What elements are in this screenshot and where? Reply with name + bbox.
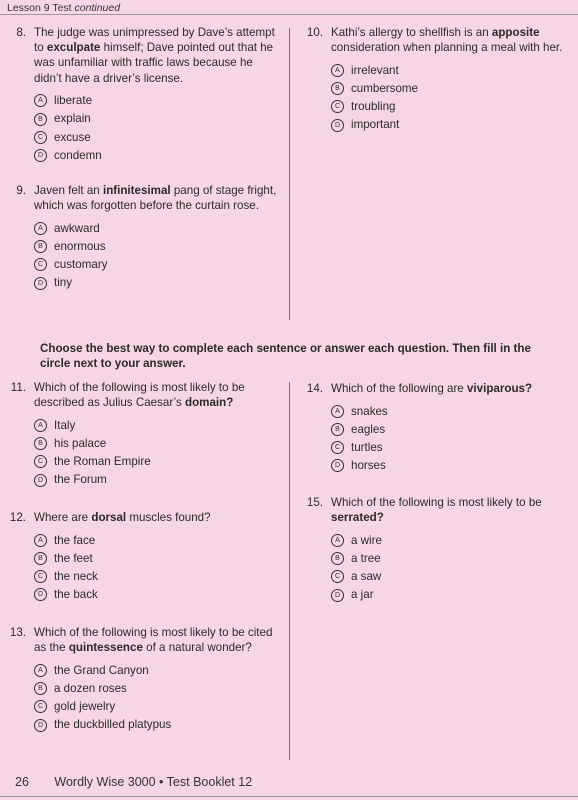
answer-bubble-icon[interactable]: B [34, 113, 47, 126]
answer-bubble-icon[interactable]: C [331, 441, 344, 454]
answer-option-d[interactable]: D the Forum [34, 471, 280, 489]
answer-bubble-icon[interactable]: A [34, 419, 47, 432]
question-stem: Which of the following is most likely to be serrated? [331, 496, 542, 525]
header-continued: continued [74, 2, 121, 14]
vocab-word: serrated? [331, 511, 384, 525]
page-footer [15, 775, 252, 789]
answer-bubble-icon[interactable]: A [34, 94, 47, 107]
question-8 [4, 25, 280, 165]
answer-option-b[interactable]: B a tree [331, 550, 571, 568]
answer-option-d[interactable]: D a jar [331, 586, 571, 604]
booklet-title: Wordly Wise 3000 • Test Booklet 12 [54, 775, 253, 789]
answer-bubble-icon[interactable]: D [34, 719, 47, 732]
answer-bubble-icon[interactable]: D [34, 149, 47, 162]
column-divider-top [289, 28, 290, 320]
vocab-word: quintessence [68, 641, 143, 655]
question-stem: Which of the following is most likely to be described as Julius Caesar’s domain? [34, 381, 245, 410]
column-divider-bottom [289, 382, 290, 760]
question-11 [4, 380, 280, 489]
answer-bubble-icon[interactable]: C [331, 570, 344, 583]
answer-option-b[interactable]: B a dozen roses [34, 680, 280, 698]
answer-option-b[interactable]: B the feet [34, 549, 280, 567]
answer-bubble-icon[interactable]: A [34, 664, 47, 677]
answer-option-a[interactable]: A a wire [331, 531, 571, 549]
answer-option-a[interactable]: A the face [34, 531, 280, 549]
answer-bubble-icon[interactable]: B [34, 682, 47, 695]
answer-bubble-icon[interactable]: C [331, 100, 344, 113]
vocab-word: exculpate [46, 41, 101, 55]
answer-option-d[interactable]: D condemn [34, 146, 280, 164]
question-stem: Which of the following are viviparous? [331, 382, 533, 395]
answer-bubble-icon[interactable]: D [34, 277, 47, 290]
answer-option-d[interactable]: D the duckbilled platypus [34, 716, 280, 734]
question-number: 11. [10, 381, 26, 394]
header-lesson: Lesson 9 Test [7, 2, 72, 14]
answer-option-c[interactable]: C the neck [34, 568, 280, 586]
answer-bubble-icon[interactable]: B [34, 437, 47, 450]
answer-options [34, 92, 280, 165]
answer-bubble-icon[interactable]: B [34, 240, 47, 253]
question-number: 10. [306, 26, 323, 39]
answer-bubble-icon[interactable]: C [34, 700, 47, 713]
running-header [7, 2, 120, 14]
answer-option-b[interactable]: B eagles [331, 420, 571, 438]
answer-option-a[interactable]: A snakes [331, 402, 571, 420]
answer-option-a[interactable]: A awkward [34, 219, 280, 237]
answer-option-b[interactable]: B cumbersome [331, 80, 571, 98]
answer-bubble-icon[interactable]: D [331, 119, 344, 132]
question-stem: The judge was unimpressed by Dave’s attempt to exculpate himself; Dave pointed out that he was unfamiliar with traffic laws because he didn’t have a driver’s license. [34, 26, 275, 85]
answer-options [331, 531, 571, 604]
question-number: 13. [9, 626, 26, 639]
answer-option-b[interactable]: B explain [34, 110, 280, 128]
header-rule [0, 14, 578, 15]
question-15 [301, 495, 571, 604]
vocab-word: domain? [185, 396, 234, 410]
page-number: 26 [15, 775, 29, 789]
answer-bubble-icon[interactable]: A [331, 64, 344, 77]
answer-bubble-icon[interactable]: C [34, 455, 47, 468]
question-stem: Which of the following is most likely to be cited as the quintessence of a natural wonder? [34, 626, 273, 655]
answer-options [34, 416, 280, 489]
answer-option-c[interactable]: C a saw [331, 568, 571, 586]
answer-option-b[interactable]: B his palace [34, 435, 280, 453]
answer-bubble-icon[interactable]: B [331, 423, 344, 436]
vocab-word: infinitesimal [102, 184, 171, 197]
answer-bubble-icon[interactable]: A [34, 222, 47, 235]
answer-option-d[interactable]: D tiny [34, 274, 280, 292]
answer-bubble-icon[interactable]: C [34, 570, 47, 583]
answer-option-d[interactable]: D important [331, 116, 571, 134]
answer-bubble-icon[interactable]: A [34, 534, 47, 547]
answer-option-d[interactable]: D horses [331, 457, 571, 475]
vocab-word: dorsal [91, 511, 127, 524]
answer-bubble-icon[interactable]: A [331, 534, 344, 547]
answer-bubble-icon[interactable]: D [34, 588, 47, 601]
question-9 [4, 183, 280, 292]
question-number: 9. [16, 184, 26, 197]
question-10 [301, 25, 571, 134]
answer-option-c[interactable]: C customary [34, 256, 280, 274]
question-number: 12. [9, 511, 26, 524]
answer-option-a[interactable]: A Italy [34, 416, 280, 434]
answer-bubble-icon[interactable]: B [34, 552, 47, 565]
answer-bubble-icon[interactable]: C [34, 131, 47, 144]
question-number: 14. [306, 382, 323, 395]
question-number: 8. [16, 26, 26, 39]
answer-option-c[interactable]: C turtles [331, 439, 571, 457]
answer-bubble-icon[interactable]: B [331, 552, 344, 565]
answer-option-c[interactable]: C troubling [331, 98, 571, 116]
question-13 [4, 625, 280, 734]
answer-option-a[interactable]: A irrelevant [331, 61, 571, 79]
answer-option-b[interactable]: B enormous [34, 238, 280, 256]
answer-option-a[interactable]: A the Grand Canyon [34, 661, 280, 679]
answer-options [331, 402, 571, 475]
question-stem: Javen felt an infinitesimal pang of stage fright, which was forgotten before the curtain rose. [34, 184, 277, 213]
answer-options [331, 61, 571, 134]
answer-bubble-icon[interactable]: D [331, 589, 344, 602]
answer-option-c[interactable]: C excuse [34, 128, 280, 146]
answer-option-d[interactable]: D the back [34, 586, 280, 604]
answer-bubble-icon[interactable]: D [331, 459, 344, 472]
answer-bubble-icon[interactable]: A [331, 405, 344, 418]
answer-option-c[interactable]: C the Roman Empire [34, 453, 280, 471]
question-number: 15. [306, 496, 323, 509]
vocab-word: viviparous? [466, 382, 533, 395]
question-stem: Where are dorsal muscles found? [34, 511, 211, 524]
section-instructions: Choose the best way to complete each sentence or answer each question. Then fill in the circle next to your answer. [40, 342, 531, 370]
answer-bubble-icon[interactable]: D [34, 474, 47, 487]
answer-bubble-icon[interactable]: C [34, 258, 47, 271]
question-stem: Kathi’s allergy to shellfish is an apposite consideration when planning a meal with her. [331, 26, 563, 55]
vocab-word: apposite [491, 26, 540, 39]
question-12 [4, 510, 280, 604]
answer-options [34, 531, 280, 604]
answer-bubble-icon[interactable]: B [331, 82, 344, 95]
question-14 [301, 381, 571, 475]
answer-option-a[interactable]: A liberate [34, 92, 280, 110]
footer-rule [0, 796, 578, 797]
answer-options [34, 219, 280, 292]
answer-options [34, 661, 280, 734]
answer-option-c[interactable]: C gold jewelry [34, 698, 280, 716]
